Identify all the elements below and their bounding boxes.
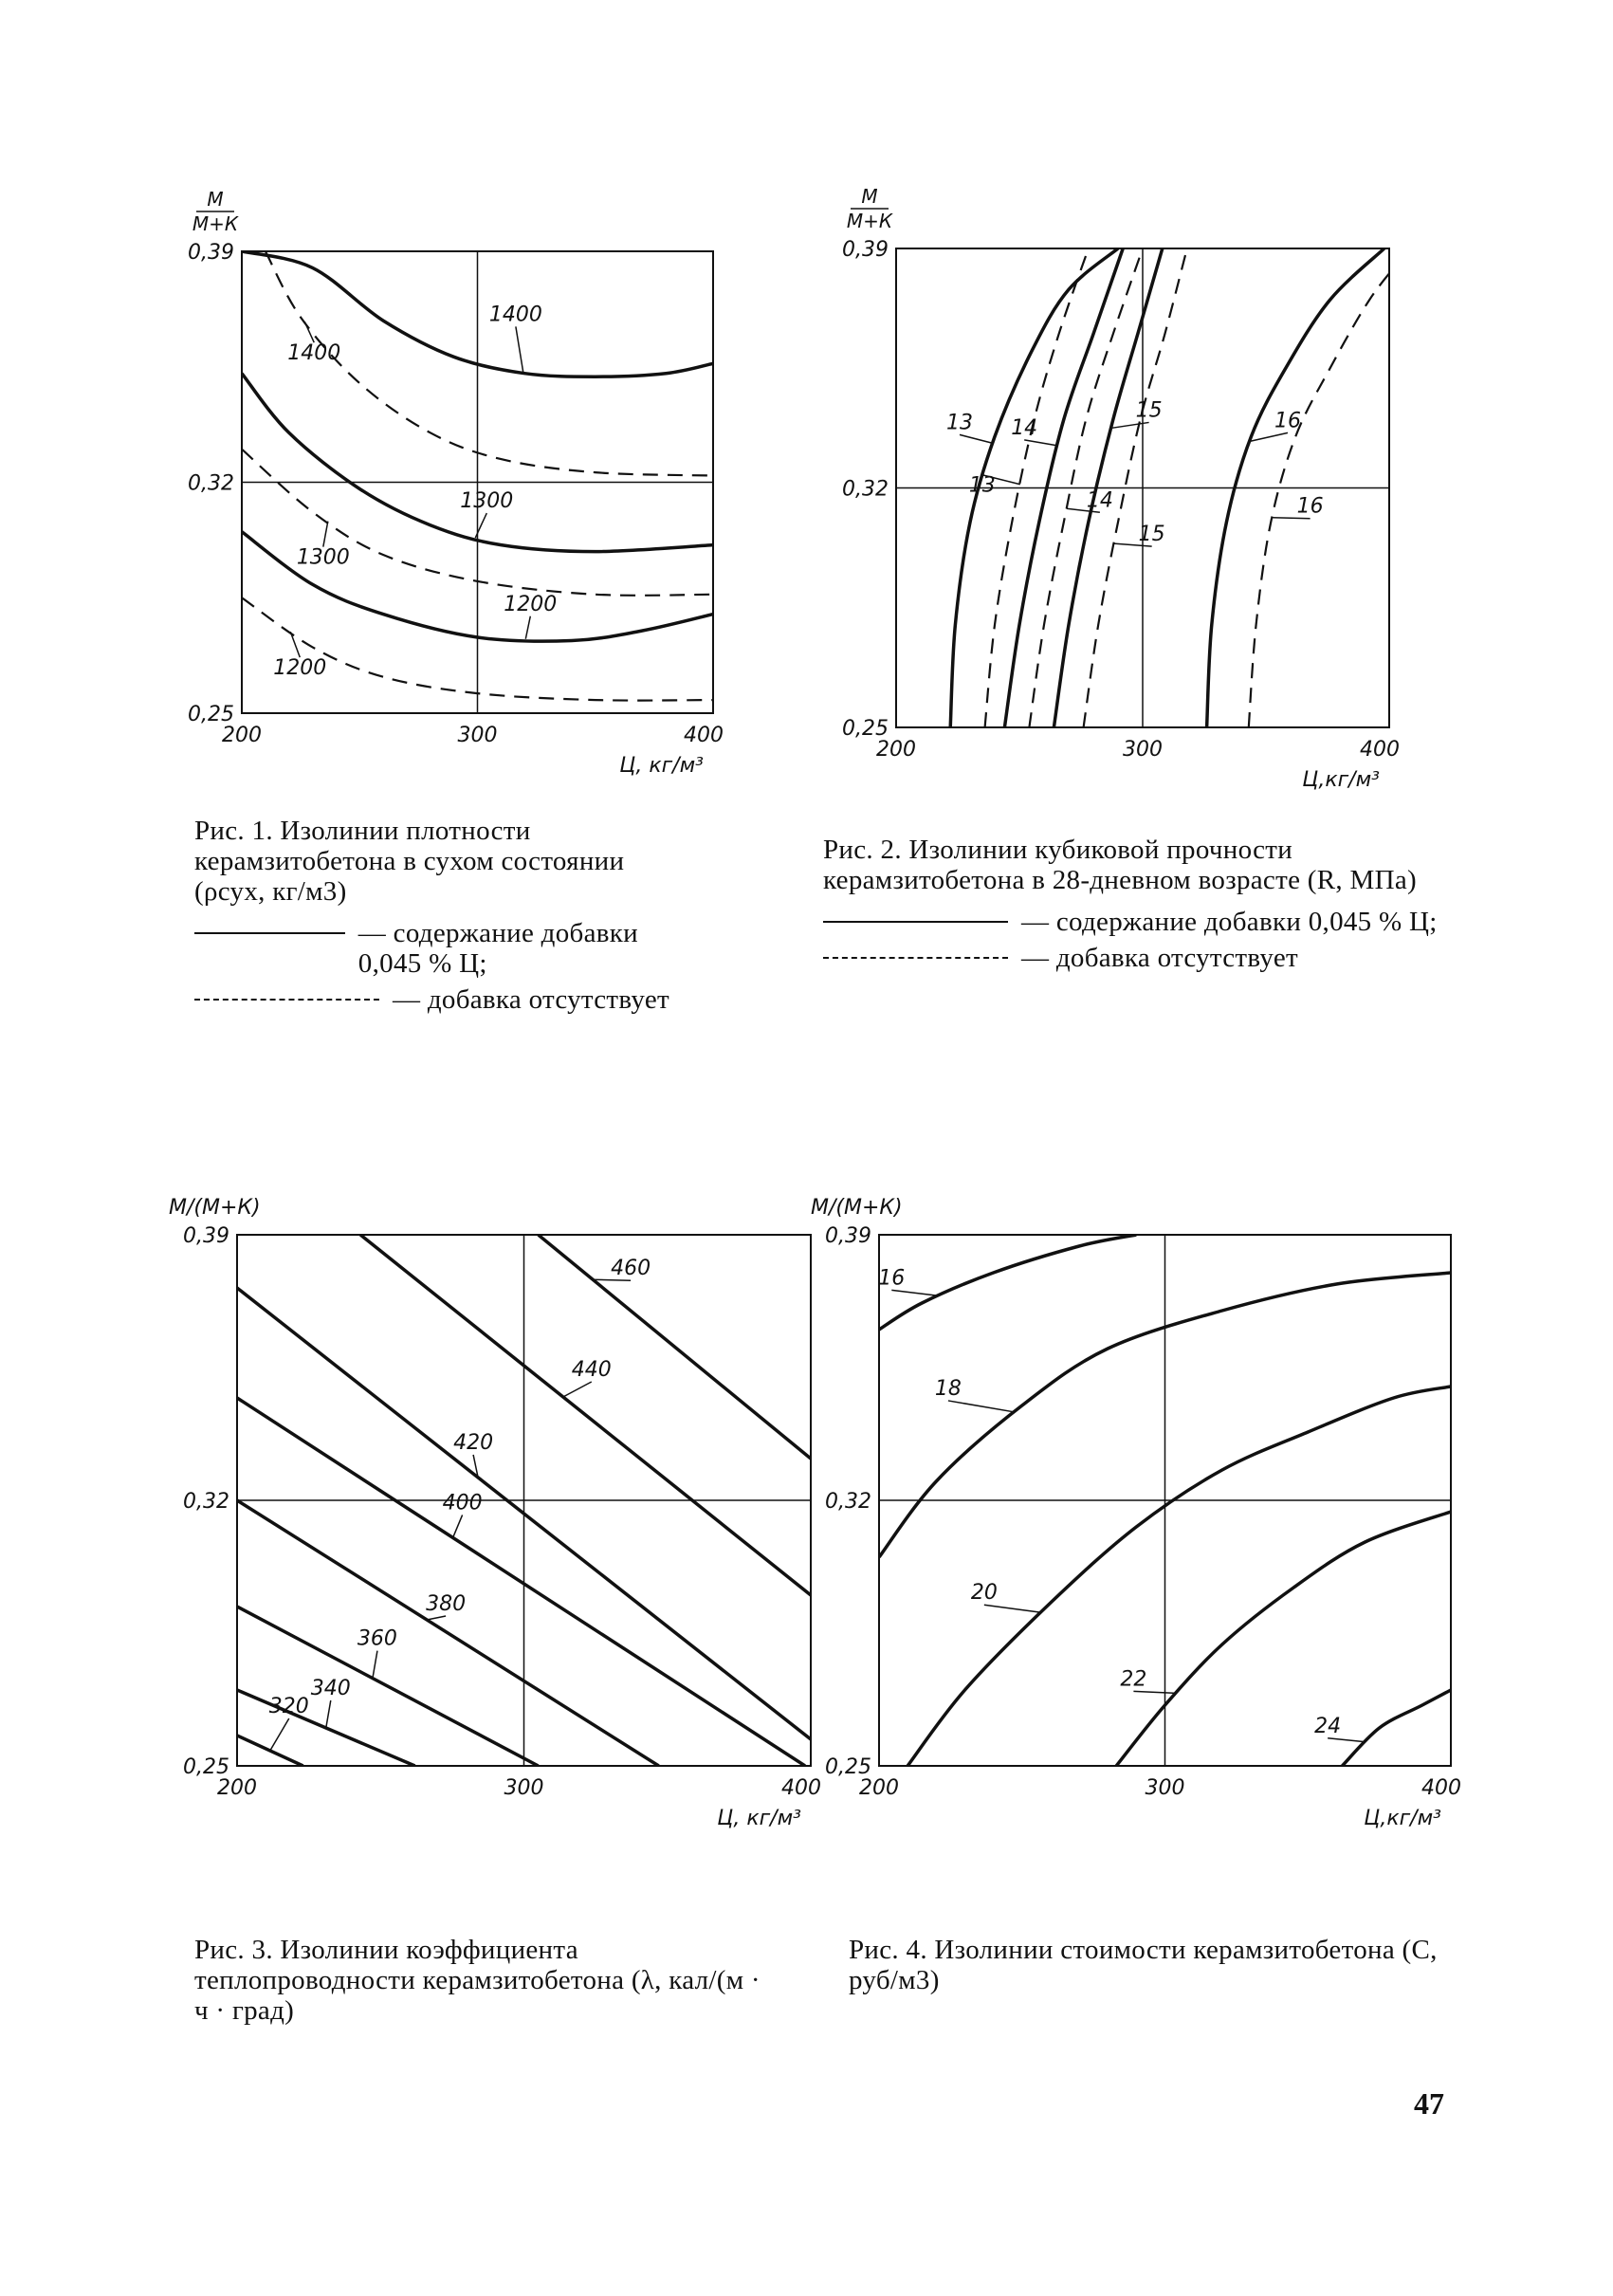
fig4-xtick-label: 300: [1145, 1776, 1185, 1800]
fig3-ytick-label: 0,25: [183, 1755, 229, 1779]
fig1-xtick-label: 400: [684, 724, 724, 747]
caption-fig3-title: Рис. 3. Изолинии коэффициента теплопроводности керамзитобетона (λ, кал/(м · ч · град): [194, 1935, 761, 2026]
fig3-series-label-400: 400: [442, 1491, 483, 1515]
fig2-ytick-label: 0,32: [842, 477, 889, 502]
fig4-ytick-label: 0,25: [825, 1755, 871, 1779]
fig3-xtick-label: 300: [504, 1776, 544, 1800]
fig3-xlabel: Ц, кг/м³: [717, 1807, 801, 1830]
fig2-series-label-16: 16: [1296, 494, 1324, 519]
fig4-ytick-label: 0,32: [825, 1490, 871, 1514]
fig2-series-label-14: 14: [1011, 415, 1038, 440]
fig2-series-label-13: 13: [945, 411, 973, 435]
caption-fig2-title: Рис. 2. Изолинии кубиковой прочности керамзитобетона в 28-дневном возрасте (R, МПа): [823, 835, 1417, 895]
fig4-series-16-solid: [879, 1235, 1136, 1330]
fig4-series-label-20: 20: [970, 1581, 998, 1606]
fig4-ylabel: М/(М+К): [811, 1196, 903, 1220]
fig4-series-22-solid: [1116, 1512, 1451, 1766]
fig4-series-24-solid: [1342, 1690, 1451, 1766]
legend-dashed-fig1: [194, 984, 697, 1015]
caption-fig1: [194, 816, 697, 1015]
fig1-series-label-1200: 1200: [273, 656, 327, 681]
caption-fig3: [194, 1935, 773, 2026]
legend-solid-fig1: [194, 918, 697, 979]
fig4-series-label-24: 24: [1314, 1714, 1342, 1738]
fig3-leader-360: [373, 1651, 377, 1679]
fig1-series-label-1300: 1300: [296, 545, 350, 570]
legend-dashed-fig2: [823, 943, 1457, 973]
fig3-series-440-solid: [360, 1235, 811, 1595]
legend-solid-text: — содержание добавки 0,045 % Ц;: [1021, 907, 1438, 937]
legend-dashed-swatch: [194, 999, 379, 1001]
fig2-xtick-label: 200: [876, 738, 916, 762]
fig2-series-label-13: 13: [968, 473, 996, 498]
fig1-ytick-label: 0,32: [188, 471, 234, 496]
legend-solid-swatch: [823, 921, 1008, 923]
fig4-ytick-label: 0,39: [825, 1224, 871, 1248]
fig1-series-label-1200: 1200: [504, 592, 558, 616]
fig3-series-label-420: 420: [453, 1430, 494, 1455]
fig2-ylabel-bottom: М+К: [846, 210, 893, 232]
fig1-leader-1200: [290, 632, 300, 657]
fig1-leader-1400: [304, 321, 314, 342]
legend-solid-fig2: [823, 907, 1457, 937]
fig1-ylabel-bottom: М+К: [192, 212, 239, 235]
fig2-ytick-label: 0,25: [842, 717, 889, 741]
fig3-leader-380: [427, 1616, 446, 1620]
fig1-xtick-label: 200: [222, 724, 262, 747]
fig3-series-label-360: 360: [357, 1626, 397, 1651]
legend-dashed-swatch: [823, 957, 1008, 959]
fig2-series-label-14: 14: [1086, 488, 1113, 513]
fig4-series-20-solid: [907, 1387, 1451, 1766]
fig4-leader-20: [984, 1605, 1041, 1612]
caption-fig4-title: Рис. 4. Изолинии стоимости керамзитобетона (С, руб/м3): [849, 1935, 1438, 1995]
fig2-leader-13: [960, 434, 993, 443]
fig3-xtick-label: 400: [781, 1776, 821, 1800]
fig3-ytick-label: 0,32: [183, 1490, 229, 1514]
fig1-ytick-label: 0,39: [188, 241, 234, 265]
fig2-ylabel-top: М: [861, 185, 878, 208]
fig1-series-label-1400: 1400: [287, 341, 341, 366]
fig1-series-label-1300: 1300: [460, 489, 514, 514]
page-number: 47: [1414, 2086, 1444, 2121]
fig2-leader-16: [1250, 432, 1288, 441]
caption-fig4: [849, 1935, 1456, 1995]
fig2-series-16-dashed: [1249, 259, 1402, 727]
fig4-leader-16: [891, 1290, 939, 1295]
fig4-series-label-22: 22: [1120, 1667, 1147, 1692]
fig2-ytick-label: 0,39: [842, 238, 889, 262]
legend-dashed-text: — добавка отсутствует: [393, 984, 669, 1015]
fig4-series-label-18: 18: [934, 1376, 962, 1401]
fig1-xlabel: Ц, кг/м³: [619, 754, 704, 778]
legend-solid-swatch: [194, 932, 345, 934]
caption-fig1-title: Рис. 1. Изолинии плотности керамзитобетона в сухом состоянии (ρсух, кг/м3): [194, 816, 625, 907]
fig2-leader-14: [1024, 440, 1057, 446]
fig3-series-460-solid: [539, 1235, 811, 1459]
fig3-series-label-340: 340: [310, 1677, 351, 1700]
fig3-leader-400: [453, 1515, 463, 1537]
fig3-series-400-solid: [237, 1398, 805, 1766]
fig4-leader-18: [948, 1401, 1015, 1412]
fig4-leader-22: [1133, 1691, 1176, 1693]
fig3-leader-320: [270, 1718, 289, 1751]
fig3-leader-340: [326, 1700, 331, 1728]
fig1-series-label-1400: 1400: [488, 303, 542, 327]
fig1-leader-1200: [525, 616, 530, 639]
fig1-xtick-label: 300: [457, 724, 498, 747]
fig1-ytick-label: 0,25: [188, 703, 234, 726]
fig2-series-label-16: 16: [1274, 409, 1301, 433]
fig1-leader-1400: [516, 326, 523, 373]
fig2-xtick-label: 300: [1123, 738, 1163, 762]
fig1-ylabel-top: М: [207, 188, 224, 211]
fig3-series-380-solid: [237, 1500, 659, 1766]
fig3-series-label-320: 320: [268, 1695, 309, 1718]
caption-fig2: [823, 835, 1457, 973]
fig3-series-label-380: 380: [426, 1592, 467, 1616]
fig3-series-label-440: 440: [571, 1358, 612, 1382]
fig2-xlabel: Ц,кг/м³: [1302, 768, 1380, 792]
fig2-series-label-15: 15: [1135, 398, 1163, 423]
fig3-ylabel: М/(М+К): [169, 1196, 261, 1220]
fig3-ytick-label: 0,39: [183, 1224, 229, 1248]
legend-dashed-text: — добавка отсутствует: [1021, 943, 1298, 973]
fig4-xtick-label: 400: [1421, 1776, 1461, 1800]
fig4-xtick-label: 200: [859, 1776, 899, 1800]
fig2-series-label-15: 15: [1138, 523, 1165, 547]
fig4-series-label-16: 16: [878, 1266, 906, 1291]
fig3-leader-440: [563, 1382, 592, 1397]
legend-solid-text: — содержание добавки 0,045 % Ц;: [357, 918, 638, 979]
fig4-xlabel: Ц,кг/м³: [1364, 1807, 1441, 1830]
fig3-series-label-460: 460: [611, 1257, 651, 1281]
fig4-leader-24: [1328, 1738, 1366, 1742]
fig3-xtick-label: 200: [217, 1776, 257, 1800]
fig2-xtick-label: 400: [1360, 738, 1400, 762]
fig1-leader-1300: [323, 522, 328, 547]
